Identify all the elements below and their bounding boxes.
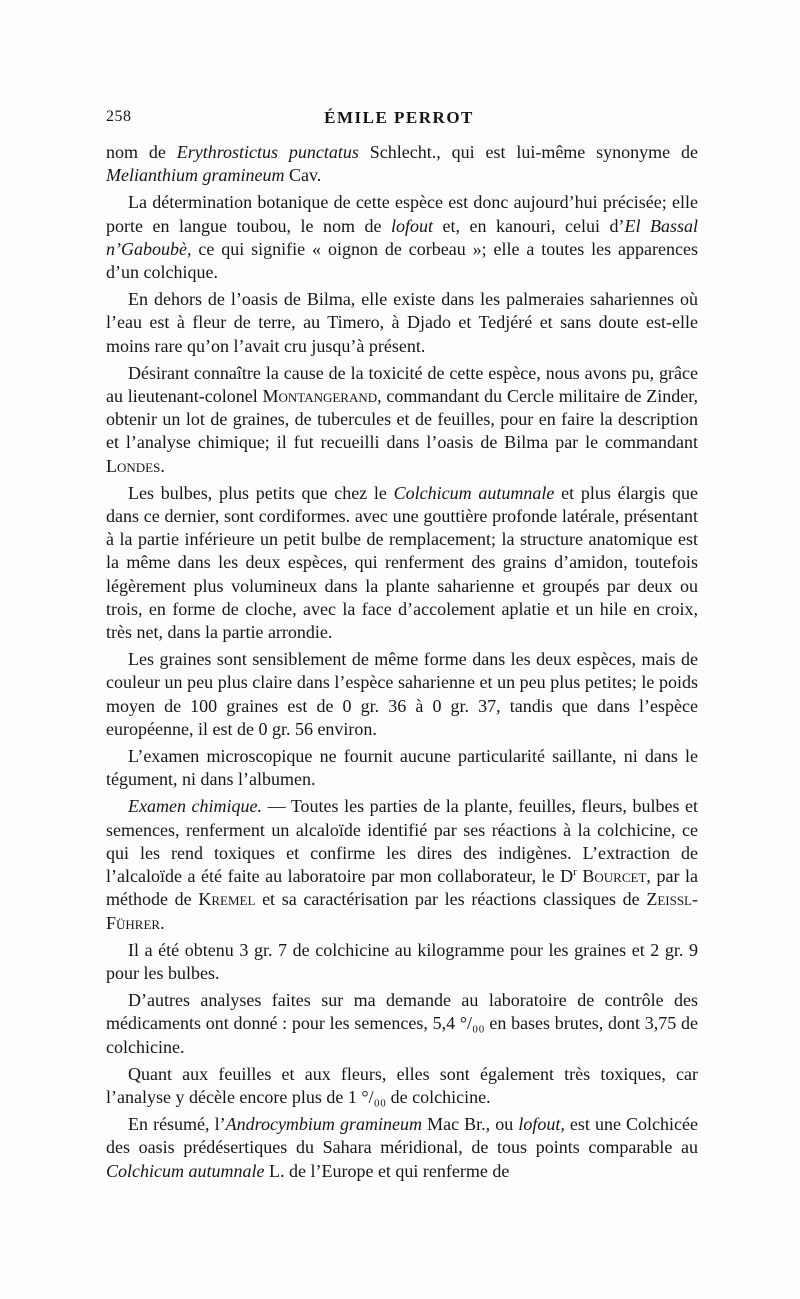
text-run: L’examen microscopique ne fournit aucune particularité saillante, ni dans le tégument, ni dans l’albumen. bbox=[106, 746, 698, 790]
text-run: D’autres analyses faites sur ma demande au laboratoire de contrôle des médicaments ont donné : pour les semences, 5,4 °/₀₀ en bases brutes, dont 3,75 de colchicine. bbox=[106, 990, 698, 1057]
text-run: et plus élargis que dans ce dernier, sont cordiformes. avec une gouttière profonde latérale, présentant à la partie inférieure un petit bulbe de remplacement; la structure anatomique est la même dans les deux espèces, qui renferment des grains d’amidon, toutefois légèrement plus volumineux dans la plante saharienne et groupés par deux ou trois, en forme de cloche, avec la face d’accolement aplatie et un hile en croix, très net, dans la partie arrondie. bbox=[106, 482, 699, 643]
page-header bbox=[106, 108, 692, 132]
small-caps-name: Londes bbox=[106, 455, 161, 476]
paragraph bbox=[106, 989, 698, 1059]
text-run: et, en kanouri, celui d’ bbox=[433, 215, 625, 236]
page-number: 258 bbox=[106, 108, 132, 125]
text-run: . bbox=[160, 455, 165, 476]
paragraph bbox=[106, 288, 698, 358]
text-run: La détermination botanique de cette espèce est donc aujourd’hui précisée; elle porte en langue toubou, le nom de bbox=[106, 192, 698, 236]
text-run: Quant aux feuilles et aux fleurs, elles sont également très toxiques, car l’analyse y décèle encore plus de 1 °/₀₀ de colchicine. bbox=[106, 1063, 698, 1107]
text-run: L. de l’Europe et qui renferme de bbox=[264, 1160, 510, 1181]
text-run: Cav. bbox=[284, 165, 322, 186]
text-run: , par la méthode de bbox=[106, 866, 698, 910]
text-run: En dehors de l’oasis de Bilma, elle existe dans les palmeraies sahariennes où l’eau est à fleur de terre, au Timero, à Djado et Tedjéré et sans doute est-elle moins rare qu’on l’avait cru jusqu’à présent. bbox=[106, 289, 698, 356]
text-run: Désirant connaître la cause de la toxicité de cette espèce, nous avons pu, grâce au lieutenant-colonel bbox=[106, 362, 698, 407]
paragraph bbox=[106, 482, 698, 644]
paragraph bbox=[106, 1113, 698, 1183]
text-run: est une Colchicée des oasis prédésertiques du Sahara méridional, de tous points comparable au bbox=[106, 1114, 699, 1158]
running-head: ÉMILE PERROT bbox=[324, 108, 474, 127]
italic-text: Examen chimique. bbox=[128, 796, 263, 817]
small-caps-name: Montangerand bbox=[262, 386, 378, 407]
italic-text: Androcymbium gramineum bbox=[225, 1114, 423, 1135]
paragraph bbox=[106, 795, 698, 934]
paragraph bbox=[106, 1063, 698, 1109]
text-run: Les bulbes, plus petits que chez le bbox=[128, 482, 394, 503]
body-text bbox=[106, 141, 698, 1183]
text-run: et sa caractérisation par les réactions classiques de bbox=[255, 889, 647, 910]
paragraph bbox=[106, 141, 698, 187]
italic-text: lofout bbox=[390, 215, 433, 236]
small-caps-name: Kremel bbox=[198, 889, 256, 910]
small-caps-name: Bourcet bbox=[582, 866, 647, 887]
paragraph bbox=[106, 362, 698, 478]
italic-text: Colchicum autumnale bbox=[393, 482, 555, 503]
italic-text: lofout, bbox=[518, 1114, 565, 1135]
text-run: ce qui signifie « oignon de corbeau »; elle a toutes les apparences d’un colchique. bbox=[106, 238, 698, 283]
paragraph bbox=[106, 191, 698, 284]
italic-text: El Bassal n’Gaboubè, bbox=[106, 215, 698, 259]
text-run: Les graines sont sensiblement de même forme dans les deux espèces, mais de couleur un peu plus claire dans l’espèce saharienne et un peu plus petites; le poids moyen de 100 graines est de 0 gr. 36 à 0 gr. 37, tandis que dans l’espèce européenne, il est de 0 gr. 56 environ. bbox=[106, 649, 698, 739]
text-run: Il a été obtenu 3 gr. 7 de colchicine au kilogramme pour les graines et 2 gr. 9 pour les bulbes. bbox=[106, 939, 698, 983]
text-run: — Toutes les parties de la plante, feuilles, fleurs, bulbes et semences, renferment un alcaloïde identifié par ses réactions à la colchicine, ce qui les rend toxiques et confirme les dires des indigènes. L’extraction de l’alcaloïde a été faite au laboratoire par mon collaborateur, le D bbox=[106, 796, 698, 887]
text-run: En résumé, l’ bbox=[128, 1114, 226, 1135]
text-run: . bbox=[160, 912, 165, 933]
paragraph bbox=[106, 648, 698, 741]
text-run: Mac Br., ou bbox=[422, 1114, 519, 1135]
italic-text: Melianthium gramineum bbox=[106, 165, 285, 186]
paragraph bbox=[106, 939, 698, 985]
text-run: nom de bbox=[106, 142, 177, 162]
text-run: Schlecht., qui est lui-même synonyme de bbox=[358, 142, 698, 162]
italic-text: Erythrostictus punctatus bbox=[176, 142, 359, 162]
italic-text: Colchicum autumnale bbox=[106, 1160, 265, 1181]
small-caps-name: Zeissl-Führer bbox=[106, 889, 698, 933]
paragraph bbox=[106, 745, 698, 791]
superscript: r bbox=[573, 866, 577, 879]
text-run: , commandant du Cercle militaire de Zinder, obtenir un lot de graines, de tubercules et de feuilles, pour en faire la description et l’analyse chimique; il fut recueilli dans l’oasis de Bilma par le commandant bbox=[106, 386, 699, 453]
